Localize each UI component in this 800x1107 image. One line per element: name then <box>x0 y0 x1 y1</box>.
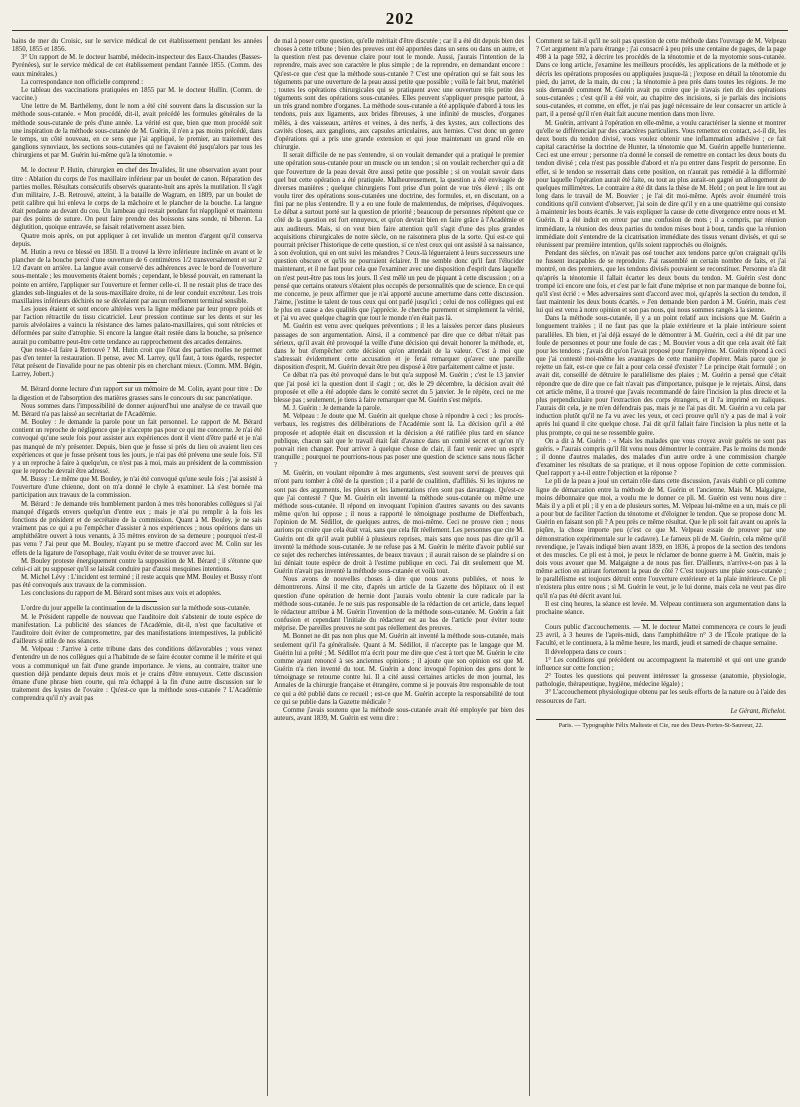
paragraph: M. le docteur P. Hutin, chirurgien en chef des Invalides, lit une observation ayant pour titre : Ablation du corps de l'os maxillaire inférieur par un boulet de canon. Réparation des parties molles. Résultats consécutifs observés quarante-huit ans après la mutilation. Il s'agit d'un militaire, J.-B. Retrouvé, atteint, à la bataille de Wagram, en 1809, par un boulet de petit calibre qui lui enleva le corps de la mâchoire et le plancher de la bouche. La langue était pendante au devant du cou. Un lambeau qui restait pendant fut réappliqué et maintenu par des points de suture. On peut faire prendre des boissons sans sonde, ni biberon. La déglutition, quoique entravée, se faisait relativement assez bien. <box>12 167 262 232</box>
paragraph: M. Bonnet ne dit pas non plus que M. Guérin ait inventé la méthode sous-cutanée, mais seulement qu'il l'a généralisée. Quant à M. Sédillot, il n'accepte pas le langage que M. Guérin lui a prêté ; M. Sédillot m'a écrit pour me dire que c'est à tort que M. Guérin le cite comme ayant renoncé à ses anciennes opinions ; il ajoute que son opinion est que M. Guérin n'a rien inventé du tout. M. Guérin a donc invoqué l'opinion des gens dont le témoignage se retourne contre lui. Il a cité aussi certaines articles de mon journal, les Annales de la chirurgie française et étrangère, comme si je pouvais être responsable de tout ce qui a été publié dans ce recueil ; est-ce que M. Guérin accepte la responsabilité de tout ce qui se publie dans la Gazette médicale ? <box>274 633 524 706</box>
section-separator <box>641 620 681 621</box>
header-rule <box>12 30 788 31</box>
paragraph: L'ordre du jour appelle la continuation de la discussion sur la méthode sous-cutanée. <box>21 605 251 613</box>
paragraph: Le pli de la peau a joué un certain rôle dans cette discussion, j'avais établi ce pli comme ligne de démarcation entre la méthode de M. Guérin et l'ancienne. Mais M. Malgaigne, moins débonnaire que moi, a voulu me le donner ce pli. M. Guérin est venu nous dire : Mais il y a pli et pli ; il y en a de plusieurs sortes, M. Velpeau lui-même en a un, mais ce pli a pour but de faciliter l'action du ténotome et d'éloigner le tendon. Que se propose donc M. Guérin en faisant son pli ? A peu près ce même résultat. Que le pli soit fait avant ou après la piqûre, la chose importe peu (c'est ce que M. Velpeau essaie de prouver par une démonstration expérimentale sur le cadavre). Le fameux pli de M. Guérin, cela même qu'il revendique, je l'avais indiqué bien avant 1839, en 1836, à propos de la section des tendons et des muscles. Ce pli est à moi, je peux le réclamer de bonne guerre à M. Guérin, mais je dois vous avouer que M. Malgaigne a de nous pas fier. D'ailleurs, n'arrive-t-on pas à la même action en attirant fortement la peau de côté ? C'est toujours une plaie sous-cutanée ; le parallélisme est toujours détruit entre l'ouverture extérieure et la plaie intérieure. Ce pli n'existera plus entre nous ; si M. Guérin le veut, je le lui donne, mais cela ne veut pas dire qu'il n'a pas été décrit avant lui. <box>536 478 786 600</box>
printer-footer: Paris. — Typographie Félix Malteste et Cie, rue des Deux-Portes-St-Sauveur, 22. <box>558 721 764 729</box>
paragraph: Il développera dans ce cours : <box>545 648 626 656</box>
paragraph: M. J. Guérin : Je demande la parole. <box>283 405 382 413</box>
paragraph: Nous sommes dans l'impossibilité de donner aujourd'hui une analyse de ce travail que M. Bérard n'a pas laissé au secrétariat de l'Académie. <box>12 402 262 418</box>
paragraph: Il serait difficile de ne pas s'entendre, si on voulait demander qui a pratiqué le premier une opération sous-cutanée pour un muscle ou un tendon ; si on voulait rechercher qui a dit que l'ouverture de la peau devait être aussi petite que possible ; si on voulait savoir dans quel but cette opération a été pratiquée. Malheureusement, la question a été envisagée de diverses manières ; quelque chirurgiens l'ont prise d'un point de vue très élevé ; ils ont voulu tirer des opérations sous-cutanées une doctrine, des formules, et, en discutant, on a fini par ne plus s'entendre. Il y a eu une foule de malentendus, de méprises, d'équivoques. Le débat a surtout porté sur la question de priorité ; beaucoup de personnes répètent que ce côté de la question est fort ennuyeux, et qu'on devrait bien en faire grâce à l'Académie et aux auditeurs. Mais, si on veut bien faire attention qu'il s'agit d'une des plus grandes acquisitions chirurgicales de notre siècle, on ne raisonnera plus de la sorte. Qui est-ce qui pourrait préciser l'historique de cette question, si ce n'est ceux qui ont assisté à sa naissance, à son évolution, qui en ont suivi les méandres ? Ceux-là légueraient à leurs successeurs une question obscure et qu'ils ne pourraient éclairer. Il me semble donc qu'il faut l'élucider maintenant, et il ne faut pour cela que l'examiner avec une disposition d'esprit dans laquelle on n'est peut-être pas tous les jours. Il s'est mêlé un peu de piquant à cette discussion ; on a pensé que certains orateurs s'étaient plus occupés de personnalités que de science. En ce qui me concerne, je peux affirmer que je n'ai apporté aucune amertume dans cette discussion. J'aime, j'estime le talent de tous ceux qui ont parlé jusqu'ici ; celui de nos collègues qui est le plus en cause a des qualités que j'apprécie. Je cherche purement et simplement la vérité, et j'ai vu avec quelque chagrin que tout le monde n'en était pas là. <box>274 152 524 323</box>
column-divider <box>267 36 268 1096</box>
paragraph: 3° Un rapport de M. le docteur Isambé, médecin-inspecteur des Eaux-Chaudes (Basses-Pyrénées), sur le service médical de cet établissement pendant l'année 1855. (Comm. des eaux minérales.) <box>12 54 262 78</box>
paragraph: bains de mer du Croisic, sur le service médical de cet établissement pendant les années 1850, 1855 et 1856. <box>12 38 262 54</box>
paragraph: M. Michel Lévy : L'incident est terminé ; il reste acquis que MM. Bouley et Bussy n'ont pas été convoqués aux travaux de la commission. <box>12 574 262 590</box>
paragraph: M. Bouley proteste énergiquement contre la supposition de M. Bérard ; il s'étonne que celui-ci ait pu supposer qu'il se laissât conduire par d'aussi mesquines intentions. <box>12 557 262 573</box>
section-separator <box>117 163 157 164</box>
column-divider <box>529 36 530 1096</box>
paragraph: de mal à poser cette question, qu'elle méritait d'être discutée ; car il a été dit depuis bien des choses à cette tribune ; bien des preuves ont été apportées dans un sens ou dans un autre, et la question n'est pas devenue claire pour tout le monde. Aussi, j'aurais l'intention de la reprendre, mais avec son caractère le plus simple ; de la reprendre, en demandant encore : Qu'est-ce que c'est que la méthode sous-cutanée ? C'est une opération qui se fait sous les téguments par une ouverture de la peau aussi petite que possible ; voilà le fait brut, matériel ; toutes les opérations chirurgicales qui se pratiquent avec une ouverture très petite des téguments sont des opérations sous-cutanées. Elles peuvent s'appliquer presque partout, à un très grand nombre d'organes. La méthode sous-cutanée a été appliquée d'abord à tous les tendons, puis aux ligaments, aux brides fibreuses, à une infinité de muscles, d'organes mêlés, à des vaisseaux, artères et veines, à des nerfs, à des kystes, aux collections des cavités closes, aux ganglions, aux capsules articulaires, aux hernies. C'est donc un genre d'opérations qui a pris une grande extension et qui joue maintenant un grand rôle en chirurgie. <box>274 38 524 152</box>
paragraph: Comment se fait-il qu'il ne soit pas question de cette méthode dans l'ouvrage de M. Velpeau ? Cet argument m'a paru étrange ; j'ai consacré à peu près une centaine de pages, de la page 498 à la page 592, à décrire les procédés de la ténotomie et de la myotomie sous-cutanée. Dans ce long article, j'examine les meilleurs procédés, les applications de la méthode et je décris les opérations proposées ou appliquées jusque-là ; j'expose en détail la ténotomie du pied, du jarret, de la main, du cou ; la ténotomie à peu près dans toutes les régions. Je me suis demandé comment M. Guérin avait pu croire que je n'avais rien dit des opérations sous-cutanées ; c'est qu'il a été voir, au chapitre des incisions, si je parlais des incisions sous-cutanées, et comme, en effet, je n'ai pas jugé nécessaire de leur consacrer un article à part, il a pensé qu'il n'en était fait aucune mention dans mon livre. <box>536 38 786 119</box>
paragraph: 2° Toutes les questions qui peuvent intéresser la grossesse (anatomie, physiologie, pathologie, thérapeutique, hygiène, médecine légale) ; <box>536 673 786 689</box>
paragraph: M. Velpeau : J'arrive à cette tribune dans des conditions défavorables ; vous venez d'entendre un de nos collègues qui a l'habitude de se faire écouter comme il le mérite et qui vous a communiqué un fait d'une grande importance. Je viens, au contraire, traiter une question déjà pendante depuis deux mois et je crains d'être ennuyeux. Cette discussion émane d'une phrase bien courte, qui m'a échappé à la fin d'une autre discussion sur le traitement des kystes de l'ovaire : Qu'est-ce que la méthode sous-cutanée ? L'Académie comprendra qu'il n'y avait pas <box>12 646 262 703</box>
paragraph: M. Bouley : Je demande la parole pour un fait personnel. Le rapport de M. Bérard contient un reproche de négligence que je n'accepte pas pour ce qui me concerne. Je n'ai été convoqué qu'une seule fois pour assister aux expériences dont il vient d'être parlé et je n'ai pas manqué de m'y présenter. Depuis, bien que je fusse si près du lieu où avaient lieu ces expériences et que je fusse présent tous les jours, je n'ai pas été prévenu une seule fois. S'il y a un reproche à faire à quelqu'un, ce n'est pas à moi, mais au président de la commission que le reproche devrait être adressé. <box>12 419 262 475</box>
section-separator <box>117 382 157 383</box>
column-middle <box>274 38 524 1093</box>
paragraph: M. le Président rappelle de nouveau que l'auditoire doit s'abstenir de toute espèce de manifestation. La publicité des séances de l'Académie, dit-il, n'est que facultative et l'auditoire doit éviter de compromettre, par des manifestations intempestives, la publicité d'ailleurs si utile de nos séances. <box>12 613 262 646</box>
paragraph: M. Guérin, arrivant à l'opération en elle-même, a voulu caractériser la sienne et montrer qu'elle se différenciait par des caractères particuliers. Vous remettez en contact, a-t-il dit, les deux bouts du tendon divisé, vous voulez obtenir une inflammation adhésive ; ce fait capital caractérise la doctrine de Hunter, la ténotomie que M. Guérin appelle hunterienne. Ceci est une erreur ; personne n'a donné le conseil de remettre en contact les deux bouts du tendon divisé ; cela n'est pas possible d'abord et n'a pu entrer dans l'esprit de personne. En effet, si le tendon se resserrait dans cette position, on n'aurait pas remédié à la difformité pour laquelle l'opération aurait été faite, ou tout au plus aurait-on gagné un allongement de quelques millimètres. Le contraire a été dit dans la thèse de M. Held ; on peut le lire tout au long dans le travail de M. Bouvier ; je l'ai dit moi-même. Après avoir énuméré trois conditions qu'il convient d'observer, j'ai soin de dire qu'il y en a une quatrième qui consiste à maintenir les bouts écartés. Je vais expliquer la cause de cette divergence entre nous et M. Guérin. Il a été induit en erreur par une confusion de mots ; il a compris, par réunion immédiate, la réunion des deux parties du tendon mises bout à bout, tandis que la réunion immédiate doit s'entendre de la cicatrisation immédiate des tissus venant divisés, et qui se réunissent par première intention, qu'ils soient rapprochés ou éloignés. <box>536 119 786 249</box>
paragraph: M. Bérard donne lecture d'un rapport sur un mémoire de M. Colin, ayant pour titre : De la digestion et de l'absorption des matières grasses sans le concours du suc pancréatique. <box>12 386 262 402</box>
column-left <box>12 38 262 1093</box>
paragraph: Dans la méthode sous-cutanée, il y a un point relatif aux incisions que M. Guérin a longuement traitées ; il ne faut pas que la plaie extérieure et la plaie intérieure soient parallèles. Eh bien, et j'ai déjà essayé de le démontrer à M. Guérin, ceci a été dit par une foule de personnes et pour une foule de cas ; M. Bouvier vous a dit que cela avait été fait pour les tendons ; j'avais dit qu'on l'avait proposé pour l'empyème. M. Guérin répond à ceci que j'ai contesté moi-même les avantages de cette manière d'opérer. Mais parce que je rejette un fait, est-ce que ce fait a pour cela cessé d'exister ? Le principe était formulé ; on avait dit, conseillé de détruire le parallélisme des plaies ; M. Guérin a pensé que c'était répondre que de dire que ce fait n'avait pas d'importance, puisque je le rejetais. Ainsi, dans cet article même, il a trouvé que j'avais recommandé de faire l'incision la plus directe et la plus perpendiculaire pour l'extraction des corps étrangers, et il l'a imprimé en italiques. J'aurais dit cela, je ne m'en défendrais pas, mais je ne l'ai pas dit. M. Guérin a vu cela par induction plutôt qu'il ne l'a vu avec les yeux, et ceci prouve qu'il n'y a pas de mal à voir après lui quand il cite quelque chose. J'ai dit qu'il fallait faire l'incision la plus nette et la plus prompte, ce qui ne se ressemble guère. <box>536 315 786 437</box>
paragraph: Cours public d'accouchements. — M. le docteur Mattei commencera ce cours le jeudi 23 avril, à 3 heures de l'après-midi, dans l'amphithéâtre n° 3 de l'École pratique de la Faculté, et le continuera, à la même heure, les mardi, jeudi et samedi de chaque semaine. <box>536 624 786 648</box>
paragraph: M. Guérin est venu avec quelques préventions ; il les a laissées percer dans plusieurs passages de son argumentation. Ainsi, il a commencé par dire que ce débat n'était pas sérieux, qu'il avait été provoqué la veille d'une décision qui devait honorer la méthode, et, dans le but d'empêcher cette décision qu'on attendait de la valeur. C'est à moi que s'adressait évidemment cette accusation et je ferai remarquer qu'avec une pareille disposition d'esprit, M. Guérin devait être peu disposé à être parfaitement calme et juste. <box>274 323 524 372</box>
paragraph: M. Guérin, en voulant répondre à mes arguments, s'est souvent servi de preuves qui m'ont paru tomber à côté de la question ; il a parlé de coalition, d'affiliés. Si les injures ne sont pas des arguments, les pleurs et les lamentations n'en sont pas davantage. Qu'est-ce que j'ai contesté ? Que M. Guérin eût inventé la méthode sous-cutanée ou même une méthode sous-cutanée. Il répond en invoquant l'opinion d'autres savants ou des savants même qu'on lui oppose ; il nous a rapporté le témoignage posthume de Dieffenbach, l'opinion de M. Sédillot, de quelques autres, de moi-même. Ceci ne prouve rien ; nous aurions pu croire que cela était vrai, sans que cela fût réellement. Les personnes que cite M. Guérin ont dit qu'il avait publié à plusieurs reprises, mais sans que nous pas dire qu'il a inventé la méthode sous-cutanée. Je ne refuse pas à M. Guérin le mérite d'avoir publié sur ce sujet des recherches intéressantes, de beaux travaux ; il aurait raison de se plaindre si on lui déniait toute espèce de droit à l'estime publique en ceci. J'ai dit seulement que M. Guérin n'avait pas inventé la méthode sous-cutanée et voilà tout. <box>274 470 524 576</box>
column-right <box>536 38 786 1093</box>
paragraph: Le tableau des vaccinations pratiquées en 1855 par M. le docteur Hullin. (Comm. de vaccine.) <box>12 86 262 103</box>
paragraph: 1° Les conditions qui précèdent ou accompagnent la maternité et qui ont une grande influence sur cette fonction ; <box>536 656 786 672</box>
paragraph: Les conclusions du rapport de M. Bérard sont mises aux voix et adoptées. <box>21 590 222 598</box>
paragraph: M. Bussy : Le même que M. Bouley, je n'ai été convoqué qu'une seule fois ; j'ai assisté à l'ouverture d'une chienne, dont on m'a donné le chyle à examiner. Là s'est bornée ma participation aux travaux de la commission. <box>12 476 262 500</box>
section-separator <box>117 601 157 602</box>
paragraph: La correspondance non officielle comprend : <box>21 78 143 86</box>
paragraph: Comme j'avais soutenu que la méthode sous-cutanée avait été employée par bien des auteurs, avant 1839, M. Guérin est venu dire : <box>274 706 524 722</box>
paragraph: Ce débat n'a pas été provoqué dans le but qu'a supposé M. Guérin ; c'est le 13 janvier que j'ai posé ici la question dont il s'agit ; or, dès le 29 décembre, la décision avait été proposée et elle a été adoptée dans le comité secret du 5 janvier. Je le répète, ceci ne me blesse pas ; seulement, je tiens à faire remarquer que M. Guérin s'est mépris. <box>274 372 524 404</box>
paragraph: Une lettre de M. Barthélemy, dont le nom a été cité souvent dans la discussion sur la méthode sous-cutanée. « Mon procédé, dit-il, avait précédé les formules générales de la méthode sous-cutanée de près d'une année. La vérité est que, bien que mon procédé soit une inspiration de la méthode sous-cutanée de M. Guérin, il n'en a pas moins précédé, dans le temps, un côté nouveau, en ce sens que j'ai appliqué, le premier, au traitement des ganglions synoviaux, les sections sous-cutanées qui ne l'avaient été jusqu'alors par tous les chirurgiens et par M. Guérin lui-même qu'à la ténotomie. » <box>12 103 262 160</box>
footer-rule <box>536 719 786 720</box>
paragraph: Que reste-t-il faire à Retrouvé ? M. Hutin croit que l'état des parties molles ne permet pas d'en tenter la restauration. Il pense, avec M. Larrey, qu'il faut, à tous égards, respecter l'état présent de l'invalide pour ne pas obtenir pis en cherchant mieux. (Comm. MM. Bégin, Larrey, Jobert.) <box>12 346 262 379</box>
paragraph: Quatre mois après, on put appliquer à cet invalide un menton d'argent qu'il conserva depuis. <box>12 232 262 248</box>
page-number: 202 <box>385 9 415 28</box>
paragraph: M. Bérard : Je demande très humblement pardon à mes très honorables collègues si j'ai manqué d'égards envers quelqu'un d'entre eux ; mais je n'ai pu remplir à la fois les fonctions de président et de secrétaire de la commission. Quant à M. Bouley, je ne sais vraiment pas ce qui a pu l'empêcher d'assister à nos expériences ; nous opérions dans un amphithéâtre ouvert à tous venants, à 35 mètres environ de sa demeure ; pourquoi n'est-il pas venu ? J'ai peur que M. Bouley, n'ayant pu se mettre d'accord avec M. Colin sur les effets de la ligature de l'œsophage, n'ait voulu éviter de se trouver avec lui. <box>12 500 262 557</box>
paragraph: Il est cinq heures, la séance est levée. M. Velpeau continuera son argumentation dans la prochaine séance. <box>536 600 786 616</box>
paragraph: On a dit à M. Guérin : « Mais les malades que vous croyez avoir guéris ne sont pas guéris. » J'aurais compris qu'il fût venu nous démontrer le contraire. Pas le moins du monde ; il donne d'autres malades, des malades d'un autre ordre à une commission chargée d'examiner les résultats de sa pratique, et il nous oppose l'opinion de cette commission. Quel rapport y a-t-il entre l'objection et la réponse ? <box>536 437 786 478</box>
paragraph: M. Hutin a revu ce blessé en 1850. Il a trouvé la lèvre inférieure inclinée en avant et le plancher de la bouche percé d'une ouverture de 6 centimètres 1/2 transversalement et sur 2 1/2 d'avant en arrière. La langue avait conservé des adhérences avec le bord de l'ouverture sous-mentale ; les mouvements étaient bornés ; cependant, le blessé pouvait, en ramenant la pointe en arrière, l'appliquer sur l'ouverture et fermer celle-ci. Il ne restait plus de trace des glandes sub-linguales et de la sous-maxillaire droite, ni de leur conduit excréteur. Les trois maxillaires inférieurs déchirés ne se décelaient par aucun renflement terminal sensible. <box>12 248 262 305</box>
paragraph: Les joues étaient et sont encore altérées vers la ligne médiane par leur propre poids et par l'action rétractile du tissu cicatriciel. Leur pression continue sur les dents et sur les parois alvéolaires a vaincu la résistance des lames palato-maxillaires, qui sont rétrécies et déformées par suite d'atrophie. Si encore la langue était restée dans la bouche, sa présence aurait pu combattre peut-être cette tendance au rapprochement des arcades dentaires. <box>12 306 262 346</box>
paragraph: Nous avons de nouvelles choses à dire que nous avons publiées, et nous le démontrerons. Ainsi il me cite, d'après un article de la Gazette des hôpitaux où il est question d'une opération de hernie dont j'aurais voulu obtenir la cure radicale par la méthode sous-cutanée. Je ne suis pas responsable de la rédaction de cet article, dans lequel le rédacteur attribue à M. Guérin l'invention de la méthode sous-cutanée. M. Guérin a fait confusion et cependant l'initiale du rédacteur est au bas de l'article pour éviter toute méprise. De pareilles preuves ne sont pas réellement des preuves. <box>274 576 524 633</box>
paragraph: M. Velpeau : Je doute que M. Guérin ait quelque chose à répondre à ceci ; les procès-verbaux, les registres des délibérations de l'Académie sont là. La décision qu'il a été proposée et adoptée était en discussion et la décision a été ratifiée plus tard en séance publique, chacun sait que le travail était fait d'avance dans un comité secret et qu'on n'y pouvait rien changer. Pour arriver à quelque chose de clair, il faut venir avec un esprit tranquille ; pourquoi ne pourrions-nous pas poser une question de science sans nous fâcher ? <box>274 413 524 470</box>
paragraph: Pendant des siècles, on n'avait pas osé toucher aux tendons parce qu'on craignait qu'ils ne fussent incapables de se reproduire. J'ai rassemblé un certain nombre de faits, et j'ai montré, on des premiers, que les tendons divisés pouvaient se reconstituer. Personne n'a dit qu'après la ténotomie il fallait écarter les deux bouts du tendon. M. Guérin s'est donc trompé ici encore une fois, et c'est par le fait d'une méprise et non par manque de bonne foi, qu'il s'est écrié : « Mes adversaires sont d'accord avec moi, qu'après la section du tendon, il faut maintenir les deux bouts écartés. » J'en demande bien pardon à M. Guérin, mais c'est lui qui est venu à notre opinion et son pas nous, qui nous sommes rangés à la sienne. <box>536 250 786 315</box>
editor-signature: Le Gérant, Richelot. <box>730 707 786 715</box>
paragraph: 3° L'accouchement physiologique obtenu par les seuls efforts de la nature ou à l'aide des ressources de l'art. <box>536 689 786 705</box>
